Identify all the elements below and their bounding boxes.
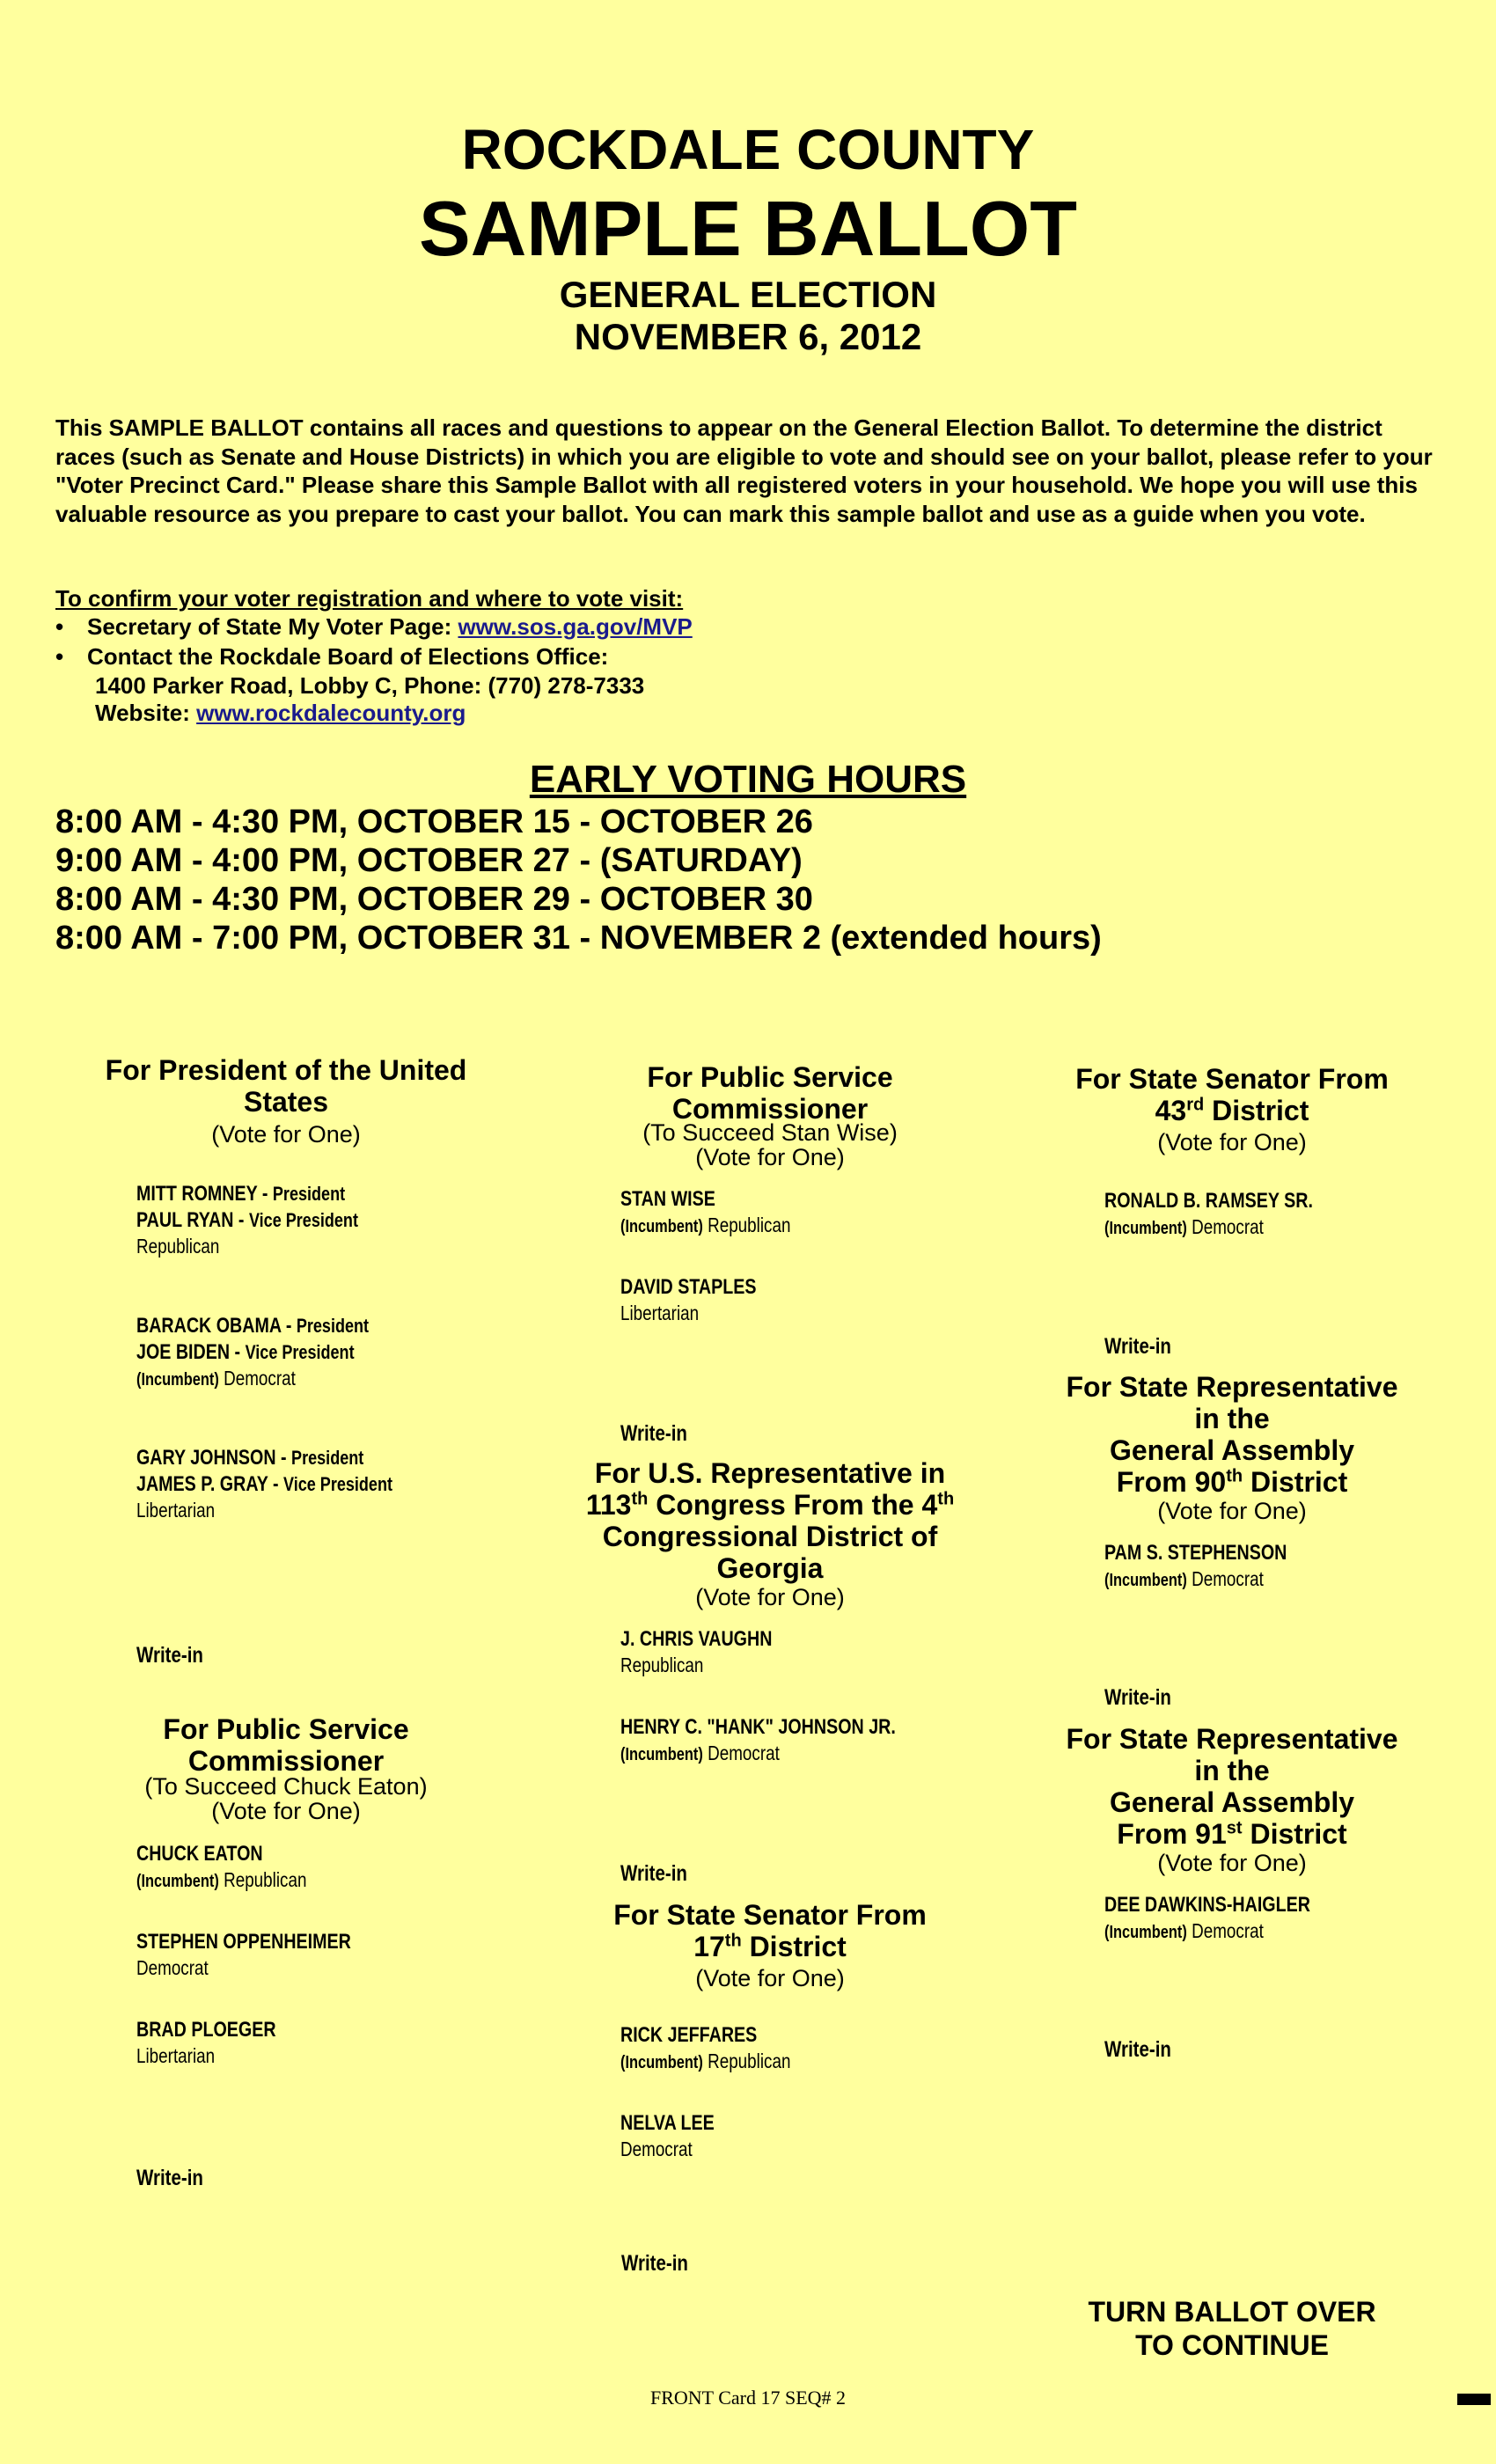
title-sup: th [937, 1489, 955, 1509]
candidate-party: Libertarian [620, 1302, 700, 1324]
candidate-role: President [296, 1315, 370, 1337]
candidate-name: STAN WISE [620, 1187, 715, 1211]
title-sup: st [1226, 1818, 1243, 1838]
title-line [1021, 1095, 1443, 1126]
write-in-state-rep-91[interactable]: Write-in [1104, 2037, 1171, 2062]
candidate-eaton[interactable] [136, 1841, 344, 1895]
candidate-dawkins-haigler[interactable] [1104, 1892, 1355, 1946]
race-us-rep-title [546, 1457, 994, 1584]
race-state-rep-90-title [1021, 1371, 1443, 1498]
candidate-name: JAMES P. GRAY - [136, 1472, 283, 1496]
candidate-name: DEE DAWKINS-HAIGLER [1104, 1893, 1310, 1917]
candidate-name: GARY JOHNSON - [136, 1446, 292, 1470]
candidate-name: DAVID STAPLES [620, 1275, 757, 1299]
candidate-romney[interactable] [136, 1181, 407, 1259]
write-in-state-sen-17[interactable]: Write-in [621, 2251, 688, 2276]
candidate-party: Republican [620, 1654, 704, 1676]
candidate-role: Vice President [248, 1209, 358, 1231]
candidate-wise[interactable] [620, 1186, 828, 1240]
early-voting-line: 9:00 AM - 4:00 PM, OCTOBER 27 - (SATURDAY) [55, 842, 803, 879]
title-line [1021, 1466, 1443, 1498]
candidate-name: BARACK OBAMA - [136, 1314, 297, 1338]
candidate-nelva-lee[interactable] [620, 2110, 735, 2162]
candidate-party: Republican [702, 2050, 791, 2072]
race-psc-wise-title: For Public Service Commissioner [647, 1061, 893, 1125]
candidate-obama[interactable] [136, 1313, 420, 1393]
incumbent-label: (Incumbent) [1104, 1571, 1187, 1590]
write-in-state-sen-43[interactable]: Write-in [1104, 1334, 1171, 1359]
turn-line: TO CONTINUE [1135, 2329, 1329, 2361]
candidate-name: J. CHRIS VAUGHN [620, 1627, 773, 1651]
candidate-name: NELVA LEE [620, 2111, 715, 2135]
title-line: For State Representative [1066, 1723, 1398, 1755]
candidate-party: Democrat [136, 1956, 209, 1979]
title-sup: th [724, 1931, 742, 1951]
incumbent-label: (Incumbent) [136, 1370, 219, 1390]
board-label: Contact the Rockdale Board of Elections Office: [87, 643, 609, 670]
write-in-psc-wise[interactable]: Write-in [620, 1421, 687, 1446]
race-state-sen-43-vote: (Vote for One) [1157, 1129, 1307, 1155]
write-in-state-rep-90[interactable]: Write-in [1104, 1685, 1171, 1710]
website-label: Website: [95, 700, 197, 726]
sos-link[interactable]: www.sos.ga.gov/MVP [458, 613, 693, 640]
candidate-name: MITT ROMNEY - [136, 1182, 273, 1206]
turn-line: TURN BALLOT OVER [1088, 2296, 1376, 2328]
title-part: 113 [585, 1489, 632, 1521]
intro-paragraph: This SAMPLE BALLOT contains all races and questions to appear on the General Election Ballot. To determine the district races (such as Senate and House Districts) in which you are eligible to vote and should see on your ballot, please refer to your "Voter Precinct Card." Please share this Sample Ballot with all registered voters in your household. We hope you will use this valuable resource as you prepare to cast your ballot. You can mark this sample ballot and use as a guide when you vote. [55, 414, 1433, 527]
candidate-oppenheimer[interactable] [136, 1929, 398, 1981]
candidate-party: Libertarian [136, 2044, 216, 2067]
election-date: NOVEMBER 6, 2012 [574, 316, 922, 357]
title-sup: rd [1186, 1095, 1205, 1115]
title-sup: th [1226, 1466, 1243, 1486]
board-website [95, 699, 466, 727]
title-line: For State Senator From [613, 1899, 927, 1931]
confirm-item-board [55, 642, 608, 671]
race-psc-eaton-succeed: (To Succeed Chuck Eaton) [144, 1773, 428, 1800]
title-line: General Assembly [1109, 1786, 1355, 1818]
write-in-us-rep[interactable]: Write-in [620, 1861, 687, 1886]
race-psc-eaton-title: For Public Service Commissioner [163, 1713, 409, 1777]
race-president-title: For President of the United States [105, 1054, 467, 1118]
title-sup: th [631, 1489, 649, 1509]
election-name: GENERAL ELECTION [559, 274, 937, 315]
early-voting-line: 8:00 AM - 4:30 PM, OCTOBER 29 - OCTOBER 30 [55, 881, 813, 918]
county-name: ROCKDALE COUNTY [461, 118, 1035, 181]
incumbent-label: (Incumbent) [1104, 1219, 1187, 1238]
title-part: From 91 [1117, 1818, 1227, 1850]
incumbent-label: (Incumbent) [1104, 1923, 1187, 1942]
race-state-rep-90-vote: (Vote for One) [1157, 1498, 1307, 1524]
page-title: SAMPLE BALLOT [419, 185, 1077, 272]
candidate-name: JOE BIDEN - [136, 1340, 246, 1364]
race-psc-wise-vote: (Vote for One) [695, 1144, 845, 1170]
candidate-role: Vice President [245, 1341, 355, 1363]
turn-ballot-notice [1003, 2295, 1461, 2362]
candidate-name: CHUCK EATON [136, 1842, 263, 1866]
candidate-vaughn[interactable] [620, 1626, 805, 1678]
title-part: 17 [693, 1931, 725, 1962]
write-in-president[interactable]: Write-in [136, 1643, 203, 1668]
title-part: Congress From the 4 [648, 1489, 938, 1521]
title-line: For State Representative [1066, 1371, 1398, 1403]
candidate-party: Republican [702, 1214, 791, 1236]
candidate-party: Democrat [1186, 1215, 1264, 1238]
candidate-stephenson[interactable] [1104, 1540, 1327, 1594]
early-voting-line: 8:00 AM - 7:00 PM, OCTOBER 31 - NOVEMBER 2 (extended hours) [55, 920, 1102, 957]
title-line: For State Senator From [1075, 1063, 1389, 1095]
candidate-role: Vice President [282, 1473, 392, 1495]
candidate-name: PAUL RYAN - [136, 1208, 249, 1232]
title-part: District [1243, 1466, 1348, 1498]
race-state-rep-91-vote: (Vote for One) [1157, 1850, 1307, 1876]
title-line [1021, 1818, 1443, 1850]
candidate-name: RONALD B. RAMSEY SR. [1104, 1189, 1313, 1213]
early-voting-line: 8:00 AM - 4:30 PM, OCTOBER 15 - OCTOBER 26 [55, 803, 813, 840]
candidate-role: President [272, 1183, 346, 1205]
title-line: Congressional District of [602, 1521, 938, 1552]
race-state-sen-17-title [546, 1899, 994, 1962]
candidate-jeffares[interactable] [620, 2022, 828, 2076]
title-line: in the [1194, 1755, 1270, 1786]
candidate-role: President [291, 1447, 364, 1469]
candidate-name: PAM S. STEPHENSON [1104, 1541, 1287, 1565]
candidate-party: Democrat [702, 1742, 780, 1764]
timing-mark [1457, 2394, 1491, 2405]
bullet-icon: • [55, 613, 64, 640]
title-line: Georgia [716, 1552, 824, 1584]
incumbent-label: (Incumbent) [620, 2053, 703, 2072]
website-link[interactable]: www.rockdalecounty.org [196, 700, 466, 726]
race-state-rep-91-title [1021, 1723, 1443, 1850]
title-line: For U.S. Representative in [594, 1457, 946, 1489]
incumbent-label: (Incumbent) [620, 1217, 703, 1236]
candidate-hank-johnson[interactable] [620, 1714, 956, 1768]
candidate-staples[interactable] [620, 1274, 786, 1326]
race-us-rep-vote: (Vote for One) [695, 1584, 845, 1610]
candidate-name: BRAD PLOEGER [136, 2018, 276, 2042]
candidate-party: Democrat [1186, 1919, 1264, 1942]
race-state-sen-17-vote: (Vote for One) [695, 1965, 845, 1991]
early-voting-heading: EARLY VOTING HOURS [529, 758, 967, 801]
candidate-party: Democrat [1186, 1567, 1264, 1590]
candidate-party: Republican [136, 1235, 220, 1258]
write-in-psc-eaton[interactable]: Write-in [136, 2166, 203, 2190]
race-state-sen-43-title [1021, 1063, 1443, 1126]
race-psc-eaton-vote: (Vote for One) [211, 1798, 361, 1824]
bullet-icon: • [55, 643, 64, 670]
candidate-ploeger[interactable] [136, 2017, 306, 2069]
title-part: 43 [1155, 1095, 1187, 1126]
candidate-party: Libertarian [136, 1499, 216, 1522]
candidate-party: Democrat [620, 2138, 693, 2160]
title-line: General Assembly [1109, 1434, 1355, 1466]
sos-label: Secretary of State My Voter Page: [87, 613, 458, 640]
title-part: District [741, 1931, 847, 1962]
title-line [546, 1931, 994, 1962]
confirm-item-sos [55, 612, 693, 641]
candidate-name: STEPHEN OPPENHEIMER [136, 1930, 351, 1954]
candidate-ramsey[interactable] [1104, 1188, 1359, 1242]
candidate-party: Republican [218, 1868, 307, 1891]
incumbent-label: (Incumbent) [620, 1745, 703, 1764]
candidate-name: RICK JEFFARES [620, 2023, 758, 2047]
title-part: District [1242, 1818, 1347, 1850]
incumbent-label: (Incumbent) [136, 1872, 219, 1891]
candidate-johnson[interactable] [136, 1445, 449, 1523]
confirm-heading: To confirm your voter registration and where to vote visit: [55, 585, 684, 612]
title-part: From 90 [1116, 1466, 1227, 1498]
race-president-vote: (Vote for One) [211, 1121, 361, 1148]
title-line: in the [1194, 1403, 1270, 1434]
title-part: District [1204, 1095, 1309, 1126]
title-line [546, 1489, 994, 1521]
board-address: 1400 Parker Road, Lobby C, Phone: (770) 278-7333 [95, 672, 645, 699]
race-psc-wise-succeed: (To Succeed Stan Wise) [642, 1119, 898, 1146]
candidate-party: Democrat [218, 1367, 296, 1390]
footer-card-id: FRONT Card 17 SEQ# 2 [649, 2387, 847, 2409]
candidate-name: HENRY C. "HANK" JOHNSON JR. [620, 1715, 896, 1739]
